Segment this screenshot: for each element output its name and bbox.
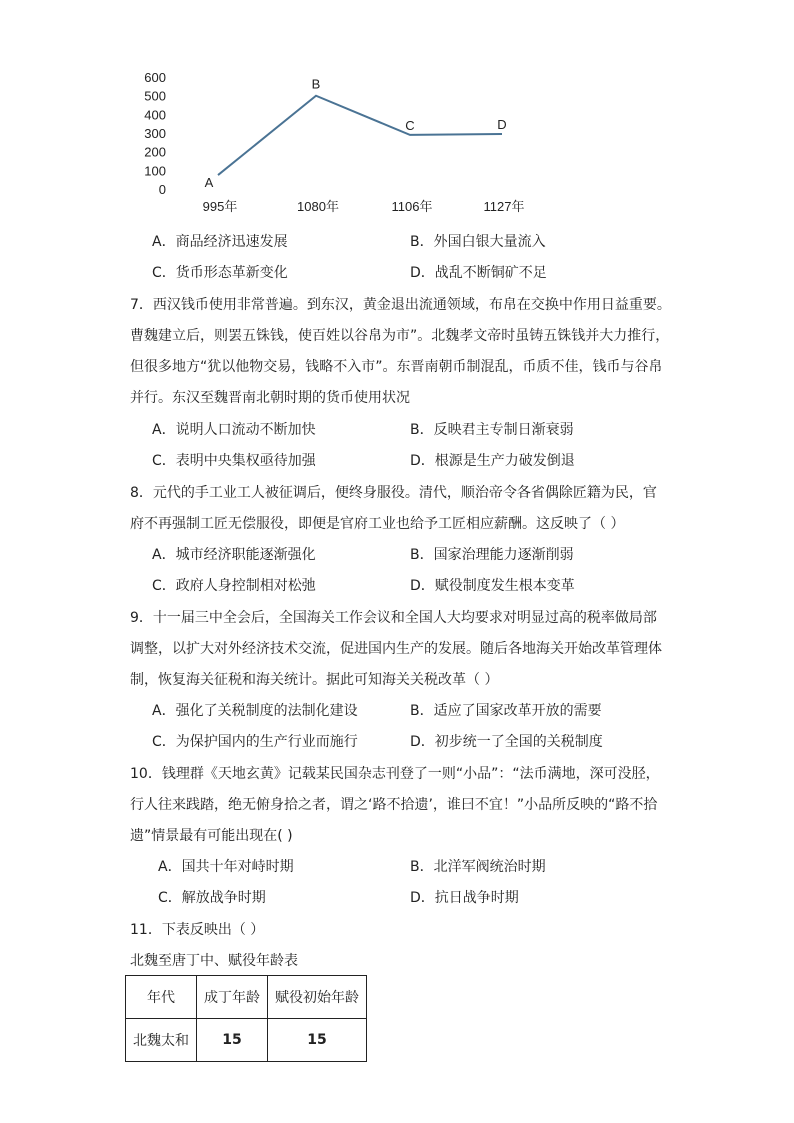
q6-option-c[interactable]: C．货币形态革新变化 xyxy=(152,265,288,281)
y-tick-label: 400 xyxy=(144,107,166,123)
q11-table-caption: 北魏至唐丁中、赋役年龄表 xyxy=(130,953,298,969)
q10-stem-line: 10．钱理群《天地玄黄》记载某民国杂志刊登了一则“小品”：“法币满地，深可没胫， xyxy=(130,766,660,782)
q10-option-b[interactable]: B．北洋军阀统治时期 xyxy=(410,859,546,875)
table-cell: 15 xyxy=(197,1019,268,1062)
q11-table xyxy=(125,975,367,1062)
point-label: A xyxy=(204,175,214,191)
q9-option-a[interactable]: A．强化了关税制度的法制化建设 xyxy=(152,703,358,719)
q8-option-b[interactable]: B．国家治理能力逐渐削弱 xyxy=(410,547,574,563)
line-chart xyxy=(130,66,550,226)
q7-stem-line: 并行。东汉至魏晋南北朝时期的货币使用状况 xyxy=(130,390,410,406)
x-axis-ticks xyxy=(203,199,525,214)
y-tick-label: 200 xyxy=(144,144,166,160)
q9-option-c[interactable]: C．为保护国内的生产行业而施行 xyxy=(152,734,358,750)
y-tick-label: 600 xyxy=(144,70,166,85)
y-tick-label: 500 xyxy=(144,88,166,104)
q9-stem-line: 调整，以扩大对外经济技术交流，促进国内生产的发展。随后各地海关开始改革管理体 xyxy=(130,641,662,657)
table-cell: 15 xyxy=(268,1019,367,1062)
q11-stem: 11．下表反映出（ ） xyxy=(130,922,265,938)
q10-stem-line: 行人往来践踏，绝无俯身拾之者，谓之‘路不拾遗’，谁曰不宜！”小品所反映的“路不拾 xyxy=(130,797,658,813)
q8-option-a[interactable]: A．城市经济职能逐渐强化 xyxy=(152,547,316,563)
q10-option-d[interactable]: D．抗日战争时期 xyxy=(410,890,519,906)
q10-option-c[interactable]: C．解放战争时期 xyxy=(158,890,266,906)
q7-option-c[interactable]: C．表明中央集权亟待加强 xyxy=(152,453,316,469)
q10-stem-line: 遗”情景最有可能出现在( ) xyxy=(130,828,293,844)
q9-option-b[interactable]: B．适应了国家改革开放的需要 xyxy=(410,703,602,719)
q7-option-d[interactable]: D．根源是生产力破发倒退 xyxy=(410,453,575,469)
table-header-row xyxy=(126,976,367,1019)
q8-stem-line: 府不再强制工匠无偿服役，即便是官府工业也给予工匠相应薪酬。这反映了（ ） xyxy=(130,516,625,532)
table-header-cell: 赋役初始年龄 xyxy=(268,976,367,1019)
y-tick-label: 100 xyxy=(144,163,166,179)
table-header-cell: 年代 xyxy=(126,976,197,1019)
q8-option-c[interactable]: C．政府人身控制相对松弛 xyxy=(152,578,316,594)
q9-stem-line: 制，恢复海关征税和海关统计。据此可知海关关税改革（ ） xyxy=(130,672,499,688)
table-cell: 北魏太和 xyxy=(126,1019,197,1062)
point-label: B xyxy=(311,76,321,92)
series-line xyxy=(218,96,502,175)
q7-option-b[interactable]: B．反映君主专制日渐衰弱 xyxy=(410,422,574,438)
y-tick-label: 0 xyxy=(158,182,166,197)
point-label: C xyxy=(405,117,415,133)
q7-stem-line: 曹魏建立后，则罢五铢钱，使百姓以谷帛为市”。北魏孝文帝时虽铸五铢钱并大力推行， xyxy=(130,328,670,344)
q10-option-a[interactable]: A．国共十年对峙时期 xyxy=(158,859,294,875)
q7-option-a[interactable]: A．说明人口流动不断加快 xyxy=(152,422,316,438)
table-header-cell: 成丁年龄 xyxy=(197,976,268,1019)
q8-stem-line: 8．元代的手工业工人被征调后，便终身服役。清代，顺治帝令各省偶除匠籍为民，官 xyxy=(130,485,657,501)
q9-option-d[interactable]: D．初步统一了全国的关税制度 xyxy=(410,734,603,750)
q6-option-d[interactable]: D．战乱不断铜矿不足 xyxy=(410,265,547,281)
q6-option-a[interactable]: A．商品经济迅速发展 xyxy=(152,234,288,250)
x-tick-label: 1080年 xyxy=(297,199,339,214)
q9-stem-line: 9．十一届三中全会后，全国海关工作会议和全国人大均要求对明显过高的税率做局部 xyxy=(130,610,657,626)
q7-stem-line: 7．西汉钱币使用非常普遍。到东汉，黄金退出流通领域，布帛在交换中作用日益重要。 xyxy=(130,297,671,313)
x-tick-label: 1127年 xyxy=(483,199,525,214)
q6-option-b[interactable]: B．外国白银大量流入 xyxy=(410,234,546,250)
y-tick-label: 300 xyxy=(144,126,166,141)
q7-stem-line: 但很多地方“犹以他物交易，钱略不入市”。东晋南朝币制混乱，币质不佳，钱币与谷帛 xyxy=(130,359,663,375)
x-tick-label: 995年 xyxy=(202,199,238,214)
point-labels xyxy=(205,77,507,190)
table-row xyxy=(126,1019,367,1062)
x-tick-label: 1106年 xyxy=(391,199,433,214)
q8-option-d[interactable]: D．赋役制度发生根本变革 xyxy=(410,578,575,594)
y-axis-ticks xyxy=(144,70,166,197)
point-label: D xyxy=(497,117,507,132)
